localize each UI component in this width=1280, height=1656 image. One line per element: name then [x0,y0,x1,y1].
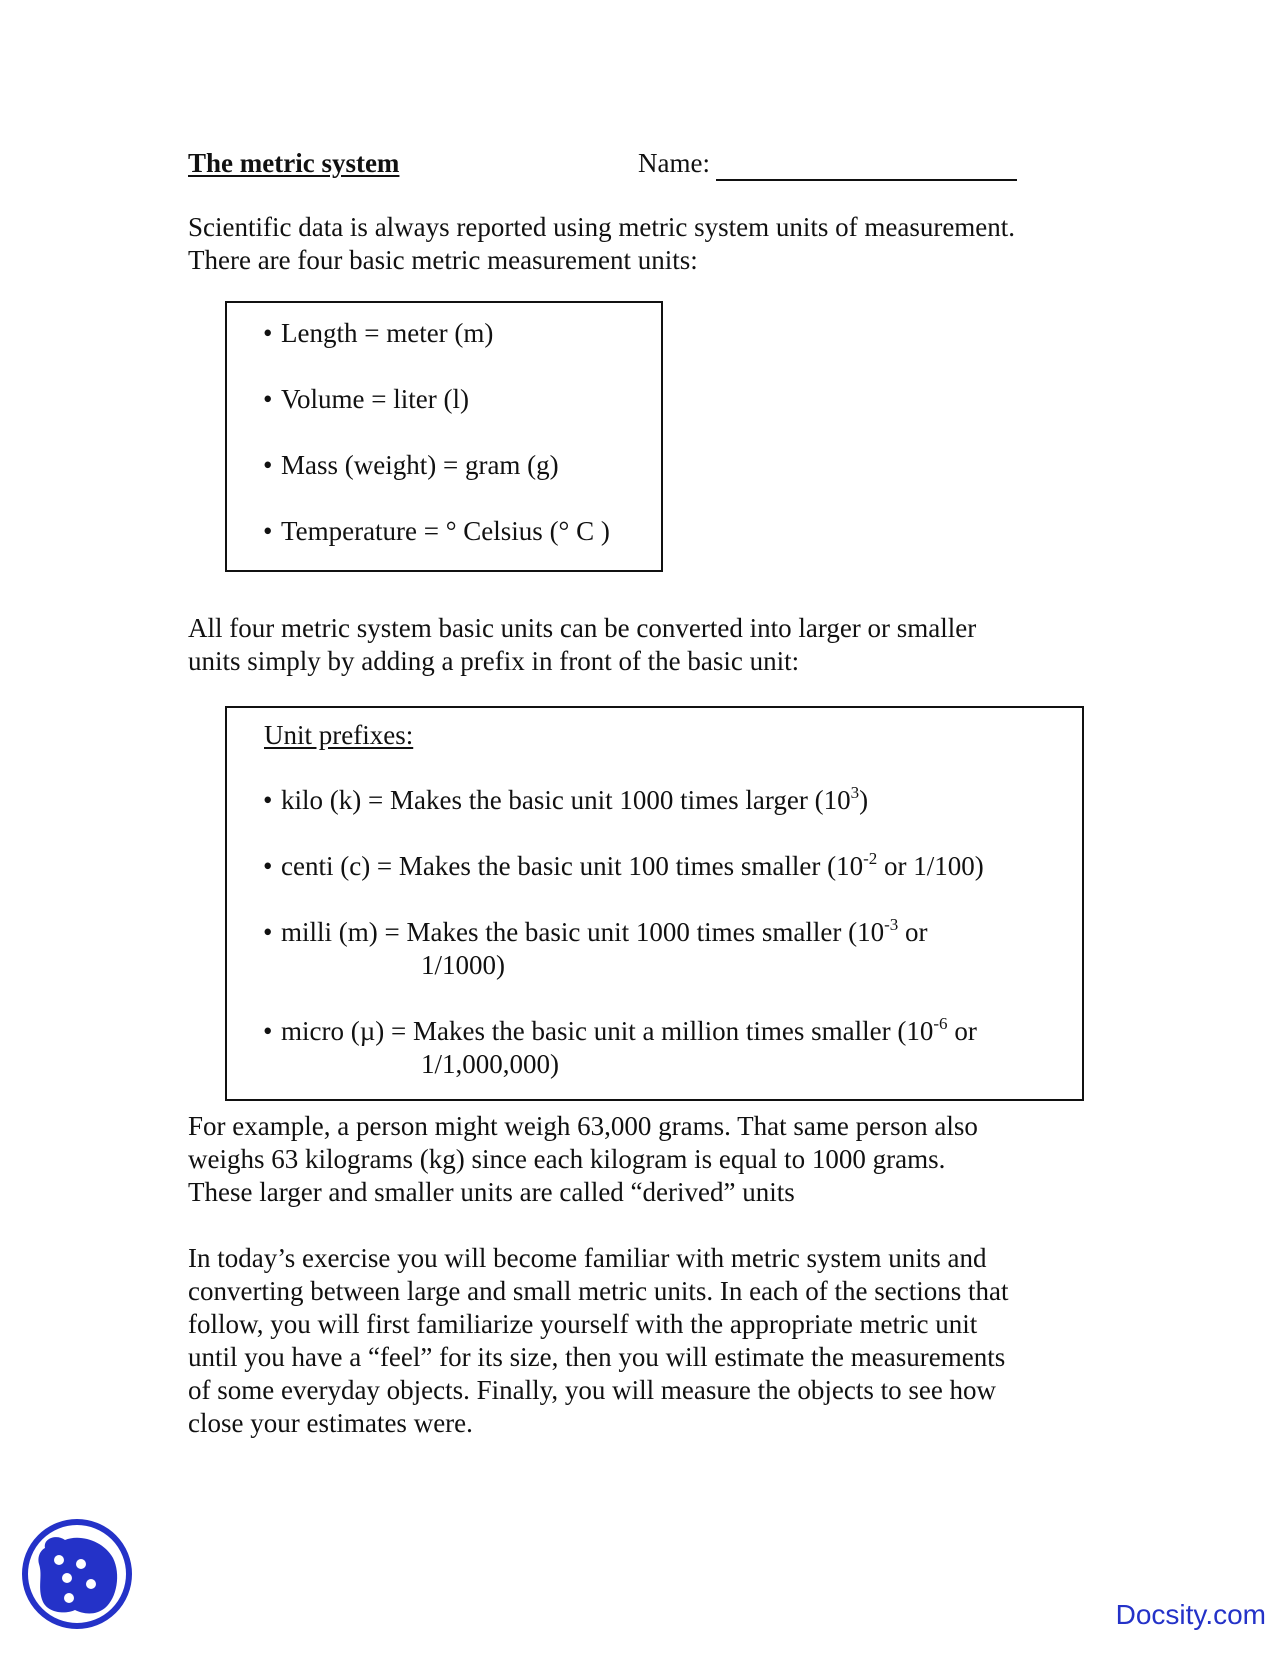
name-blank-line [716,179,1017,181]
document-title: The metric system [188,148,400,178]
unit-item-temperature: • Temperature = ° Celsius (° C ) [263,516,610,546]
exercise-line-5: of some everyday objects. Finally, you will measure the objects to see how [188,1375,997,1405]
exercise-paragraph [188,1242,1108,1440]
bullet-icon: • [263,450,273,480]
example-line-3: These larger and smaller units are called “derived” units [188,1177,795,1207]
example-paragraph [188,1110,1108,1209]
bullet-icon: • [263,851,273,881]
bullet-icon: • [263,785,273,815]
prefix-milli-continuation: 1/1000) [421,950,505,980]
docsity-brand-text[interactable]: Docsity.com [1115,1599,1266,1630]
prefix-micro-continuation: 1/1,000,000) [421,1049,559,1079]
prefix-item-centi: • centi (c) = Makes the basic unit 100 times smaller ($10^{-2}$ or 1/100) [263,849,984,881]
intro-line-2: There are four basic metric measurement units: [188,245,698,275]
example-line-1: For example, a person might weigh 63,000 grams. That same person also [188,1111,978,1141]
docsity-logo-icon [21,1518,133,1630]
prefixes-heading: Unit prefixes: [264,720,414,750]
unit-item-volume: • Volume = liter (l) [263,384,469,414]
bullet-icon: • [263,384,273,414]
conversion-line-2: units simply by adding a prefix in front of the basic unit: [188,646,800,676]
intro-paragraph [188,211,1108,277]
bullet-icon: • [263,516,273,546]
unit-item-mass: • Mass (weight) = gram (g) [263,450,559,480]
basic-units-box [225,301,663,572]
prefix-item-milli: • milli (m) = Makes the basic unit 1000 times smaller ($10^{-3}$ or 1/1000) [263,915,928,980]
header-row [188,148,1088,188]
exercise-line-4: until you have a “feel” for its size, then you will estimate the measurements [188,1342,1006,1372]
intro-line-1: Scientific data is always reported using metric system units of measurement. [188,212,1016,242]
exercise-line-2: converting between large and small metric units. In each of the sections that [188,1276,1009,1306]
example-line-2: weighs 63 kilograms (kg) since each kilogram is equal to 1000 grams. [188,1144,946,1174]
conversion-line-1: All four metric system basic units can be converted into larger or smaller [188,613,977,643]
bullet-icon: • [263,318,273,348]
bullet-icon: • [263,917,273,947]
prefix-item-kilo: • kilo (k) = Makes the basic unit 1000 times larger $(10^3)$ [263,783,869,815]
name-label: Name: [638,148,710,178]
conversion-paragraph [188,612,1108,678]
unit-prefixes-box [225,706,1084,1101]
prefix-item-micro: • micro (µ) = Makes the basic unit a million times smaller ($10^{-6}$ or 1/1,000,000) [263,1014,977,1079]
exercise-line-1: In today’s exercise you will become familiar with metric system units and [188,1243,987,1273]
unit-item-length: • Length = meter (m) [263,318,494,348]
exercise-line-3: follow, you will first familiarize yourself with the appropriate metric unit [188,1309,978,1339]
exercise-line-6: close your estimates were. [188,1408,473,1438]
bullet-icon: • [263,1016,273,1046]
